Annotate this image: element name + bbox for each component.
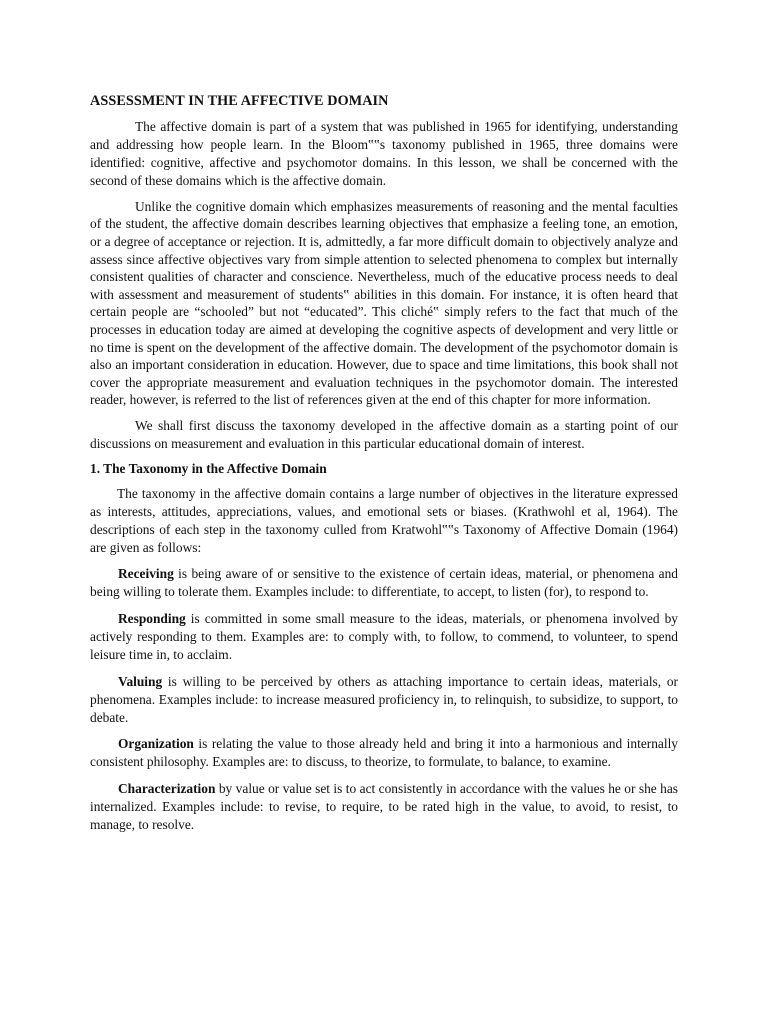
definition-responding: is committed in some small measure to the ideas, materials, or phenomena involved by actively responding to them. Examples are: to comply with, to follow, to commend, to volunteer, to spend leisure time in, to acclaim. (90, 610, 678, 662)
term-valuing: Valuing (118, 673, 163, 689)
definition-characterization: by value or value set is to act consistently in accordance with the values he or she has internalized. Examples include: to revise, to require, to be rated high in the value, to avoid, to resist, to manage, to resolve. (90, 781, 678, 833)
taxonomy-item-responding (90, 610, 678, 664)
term-organization: Organization (118, 736, 194, 752)
definition-receiving: is being aware of or sensitive to the existence of certain ideas, material, or phenomena and being willing to tolerate them. Examples include: to differentiate, to accept, to listen (for), to respond to. (90, 566, 678, 600)
section-intro: The taxonomy in the affective domain contains a large number of objectives in the literature expressed as interests, attitudes, appreciations, values, and emotional sets or biases. (Krathwohl et al, 1964). The descriptions of each step in the taxonomy culled from Kratwohl‟‟s Taxonomy of Affective Domain (1964) are given as follows: (90, 486, 678, 556)
taxonomy-item-valuing (90, 673, 678, 727)
term-receiving: Receiving (118, 566, 174, 582)
taxonomy-item-receiving (90, 565, 678, 601)
taxonomy-item-characterization (90, 780, 678, 834)
document-page (90, 92, 678, 843)
taxonomy-item-organization (90, 735, 678, 771)
paragraph-intro: The affective domain is part of a system that was published in 1965 for identifying, understanding and addressing how people learn. In the Bloom‟‟s taxonomy published in 1965, three domains were identified: cognitive, affective and psychomotor domains. In this lesson, we shall be concerned with the second of these domains which is the affective domain. (90, 119, 678, 189)
paragraph-cognitive-vs-affective: Unlike the cognitive domain which emphasizes measurements of reasoning and the mental faculties of the student, the affective domain describes learning objectives that emphasize a feeling tone, an emotion, or a degree of acceptance or rejection. It is, admittedly, a far more difficult domain to objectively analyze and assess since affective objectives vary from simple attention to selected phenomena to complex but internally consistent qualities of character and conscience. Nevertheless, much of the educative process needs to deal with assessment and measurement of students‟ abilities in this domain. For instance, it is often heard that certain people are “schooled” but not “educated”. This cliché‟ simply refers to the fact that much of the processes in education today are aimed at developing the cognitive aspects of development and very little or no time is spent on the development of the affective domain. The development of the psychomotor domain is also an important consideration in education. However, due to space and time limitations, this book shall not cover the appropriate measurement and evaluation techniques in the psychomotor domain. The interested reader, however, is referred to the list of references given at the end of this chapter for more information. (90, 198, 678, 408)
definition-valuing: is willing to be perceived by others as attaching importance to certain ideas, materials, or phenomena. Examples include: to increase measured proficiency in, to relinquish, to subsidize, to support, to debate. (90, 673, 678, 725)
term-characterization: Characterization (118, 781, 216, 796)
section-heading: 1. The Taxonomy in the Affective Domain (90, 461, 327, 477)
definition-organization: is relating the value to those already held and bring it into a harmonious and internally consistent philosophy. Examples are: to discuss, to theorize, to formulate, to balance, to examine. (90, 736, 678, 770)
paragraph-taxonomy-lead: We shall first discuss the taxonomy developed in the affective domain as a starting point of our discussions on measurement and evaluation in this particular educational domain of interest. (90, 417, 678, 451)
term-responding: Responding (118, 610, 186, 626)
document-title: ASSESSMENT IN THE AFFECTIVE DOMAIN (90, 93, 389, 109)
